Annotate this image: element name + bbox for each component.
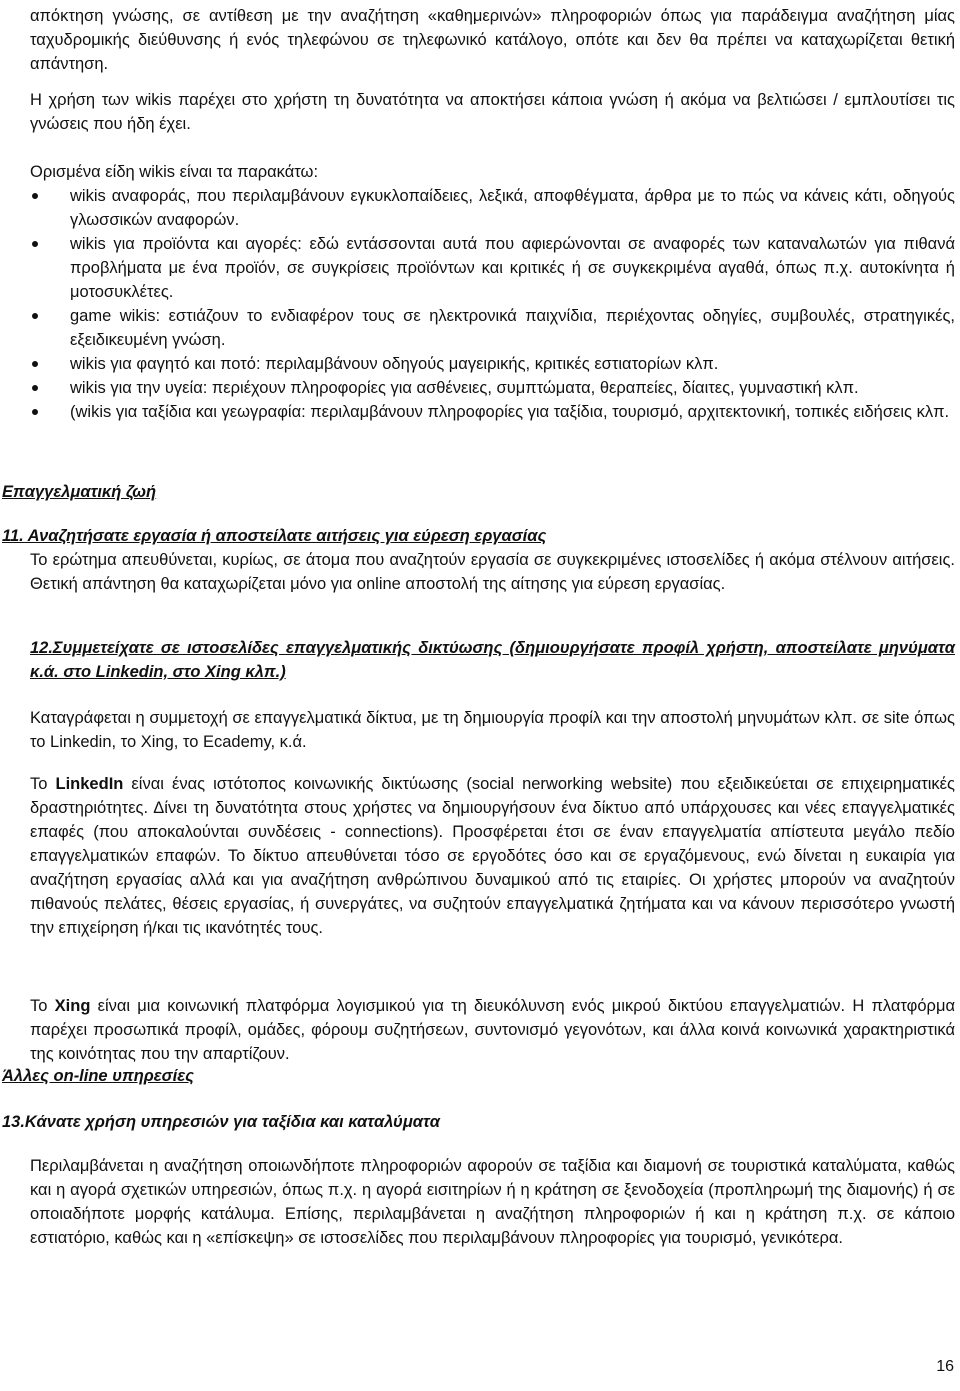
list-item-text: wikis για προϊόντα και αγορές: εδώ εντάσσονται αυτά που αφιερώνονται σε αναφορές των καταναλωτών για πιθανά προβλήματα με ένα προϊόν, σε συγκρίσεις προϊόντων και κριτικές ή σε συγκεκριμένα αγαθά, όπως π.χ. αυτοκίνητα ή μοτοσυκλέτες. <box>70 235 955 301</box>
list-item <box>30 376 955 400</box>
bullet-icon <box>32 241 38 247</box>
xing-name: Xing <box>54 997 91 1015</box>
bullet-icon <box>32 409 38 415</box>
xing-paragraph <box>30 994 955 1066</box>
bullet-icon <box>32 313 38 319</box>
question-12-title: 12.Συμμετείχατε σε ιστοσελίδες επαγγελματικής δικτύωσης (δημιουργήσατε προφίλ χρήστη, αποστείλατε μηνύματα κ.ά. στο Linkedin, στο Xing κλπ.) <box>30 639 955 681</box>
bullet-icon <box>32 361 38 367</box>
linkedin-paragraph <box>30 772 955 940</box>
question-13-body: Περιλαμβάνεται η αναζήτηση οποιωνδήποτε πληροφοριών αφορούν σε ταξίδια και διαμονή σε τουριστικά καταλύματα, καθώς και η αγορά σχετικών υπηρεσιών, όπως π.χ. η αγορά εισιτηρίων ή η κράτηση σε ξενοδοχεία (προπληρωμή της διαμονής) ή σε οποιαδήποτε μορφής κατάλυμα. Επίσης, περιλαμβάνεται η αναζήτηση πληροφοριών ή και η κράτηση π.χ. σε κάποιο εστιατόριο, καθώς και η «επίσκεψη» σε ιστοσελίδες που περιλαμβάνουν πληροφορίες για τουρισμό, γενικότερα. <box>30 1157 955 1247</box>
list-item <box>30 352 955 376</box>
list-item-text: wikis για φαγητό και ποτό: περιλαμβάνουν οδηγούς μαγειρικής, κριτικές εστιατορίων κλπ. <box>70 355 719 373</box>
list-item <box>30 184 955 232</box>
question-12-body: Καταγράφεται η συμμετοχή σε επαγγελματικά δίκτυα, με τη δημιουργία προφίλ και την αποστολή μηνυμάτων κλπ. σε site όπως το Linkedin, το Xing, το Ecademy, κ.ά. <box>30 709 955 751</box>
list-item <box>30 232 955 304</box>
section-heading-other-online: Άλλες on-line υπηρεσίες <box>2 1067 194 1085</box>
paragraph-wikis-use: Η χρήση των wikis παρέχει στο χρήστη τη δυνατότητα να αποκτήσει κάποια γνώση ή ακόμα να βελτιώσει / εμπλουτίσει τις γνώσεις που ήδη έχει. <box>30 91 955 133</box>
list-item <box>30 400 955 424</box>
bullet-icon <box>32 193 38 199</box>
question-11-body: Το ερώτημα απευθύνεται, κυρίως, σε άτομα που αναζητούν εργασία σε συγκεκριμένες ιστοσελίδες ή ακόμα στέλνουν αιτήσεις. Θετική απάντηση θα καταχωρίζεται μόνο για online αποστολή της αίτησης για εύρεση εργασίας. <box>30 551 955 593</box>
list-item <box>30 304 955 352</box>
page-number: 16 <box>936 1358 954 1375</box>
paragraph-top: απόκτηση γνώσης, σε αντίθεση με την αναζήτηση «καθημερινών» πληροφοριών όπως για παράδειγμα αναζήτηση μίας ταχυδρομικής διεύθυνσης ή ενός τηλεφώνου σε τηλεφωνικό κατάλογο, οπότε και δεν θα πρέπει να καταχωρίζεται θετική απάντηση. <box>30 7 955 73</box>
linkedin-intro: Το <box>30 775 56 793</box>
xing-intro: Το <box>30 997 55 1015</box>
list-item-text: (wikis για ταξίδια και γεωγραφία: περιλαμβάνουν πληροφορίες για ταξίδια, τουρισμό, αρχιτεκτονική, τοπικές ειδήσεις κλπ. <box>70 403 950 421</box>
linkedin-name: LinkedIn <box>55 775 124 793</box>
list-item-text: wikis αναφοράς, που περιλαμβάνουν εγκυκλοπαίδειες, λεξικά, αποφθέγματα, άρθρα με το πώς να κάνεις κάτι, οδηγούς γλωσσικών αναφορών. <box>70 187 955 229</box>
list-item-text: game wikis: εστιάζουν το ενδιαφέρον τους σε ηλεκτρονικά παιχνίδια, περιέχοντας οδηγίες, συμβουλές, στρατηγικές, εξειδικευμένη γνώση. <box>70 307 955 349</box>
bullet-icon <box>32 385 38 391</box>
question-11-title: 11. Αναζητήσατε εργασία ή αποστείλατε αιτήσεις για εύρεση εργασίας <box>2 527 547 545</box>
xing-description: είναι μια κοινωνική πλατφόρμα λογισμικού για τη διευκόλυνση ενός μικρού δικτύου επαγγελματιών. Η πλατφόρμα παρέχει προσωπικά προφίλ, ομάδες, φόρουμ συζητήσεων, συντονισμό γεγονότων, και άλλα κοινά κοινωνικά χαρακτηριστικά της κοινότητας που την απαρτίζουν. <box>30 997 955 1063</box>
linkedin-description: είναι ένας ιστότοπος κοινωνικής δικτύωσης (social nerworking website) που εξειδικεύεται σε επιχειρηματικές δραστηριότητες. Δίνει τη δυνατότητα στους χρήστες να δημιουργήσουν ένα δίκτυο από υπάρχουσες και νέες επαγγελματικές επαφές (που αποκαλούνται συνδέσεις - connections). Προσφέρεται έτσι σε έναν επαγγελματία απίστευτα μεγάλο πεδίο επαγγελματικών επαφών. Το δίκτυο απευθύνεται τόσο σε εργοδότες όσο και σε εργαζόμενους, ενώ δίνεται η ευκαιρία για αναζήτηση εργασίας αλλά και για αναζήτηση ανθρώπινου δυναμικού από τις εταιρίες. Οι χρήστες μπορούν να αναζητούν πιθανούς πελάτες, θέσεις εργασίας, ή συνεργάτες, να συζητούν επαγγελματικά ζητήματα και να κάνουν περισσότερο γνωστή την επιχείρηση ή/και τις ικανότητές τους. <box>30 775 955 937</box>
question-13-title: 13.Κάνατε χρήση υπηρεσιών για ταξίδια και καταλύματα <box>2 1113 440 1131</box>
wiki-types-list <box>30 184 955 424</box>
paragraph-types-intro: Ορισμένα είδη wikis είναι τα παρακάτω: <box>30 163 319 181</box>
list-item-text: wikis για την υγεία: περιέχουν πληροφορίες για ασθένειες, συμπτώματα, θεραπείες, δίαιτες, γυμναστική κλπ. <box>70 379 859 397</box>
section-heading-professional: Επαγγελματική ζωή <box>2 483 157 501</box>
